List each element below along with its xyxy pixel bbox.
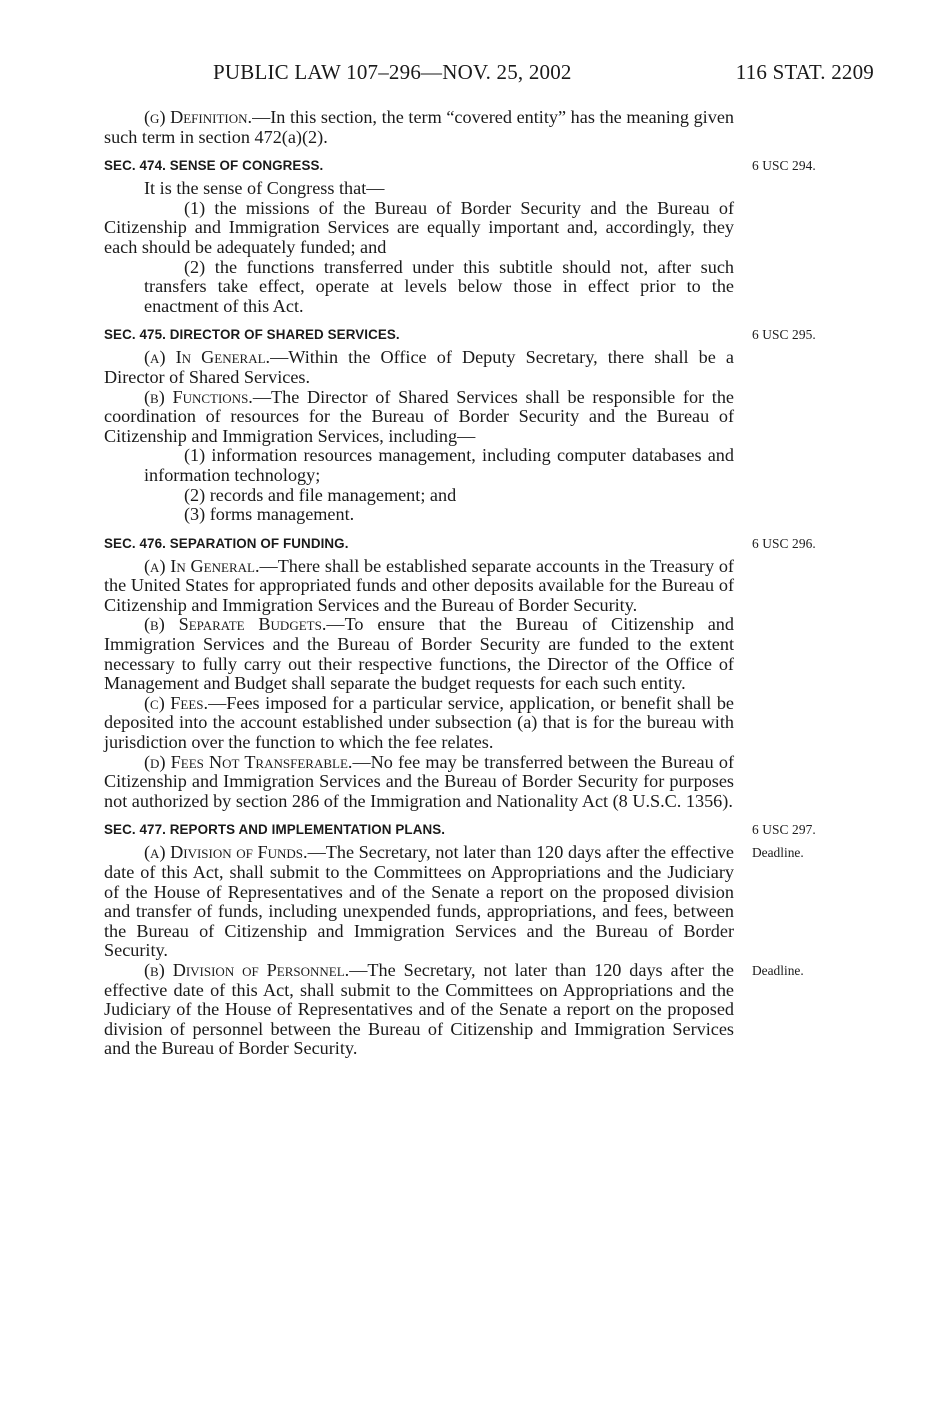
subsection-label: (c) Fees. (144, 692, 209, 713)
margin-citation: 6 USC 297. (752, 822, 816, 838)
subsection-block (104, 842, 804, 961)
section-title: SEC. 477. REPORTS AND IMPLEMENTATION PLANS. (104, 822, 446, 838)
subsection-text: —To ensure that the Bureau of Citizenship and Immigration Services and the Bureau of Border Security are funded to the extent necessary to fully carry out their respective functions, the Director of the Office of Management and Budget shall separate the budget requests for each such entity. (104, 614, 734, 694)
subsection-label: (b) Division of Personnel. (144, 959, 350, 980)
list-item: (3) forms management. (184, 504, 355, 525)
section-heading-477 (104, 822, 816, 838)
subsection-block (104, 959, 804, 1059)
deadline-note: Deadline. (752, 962, 804, 978)
section-title: SEC. 475. DIRECTOR OF SHARED SERVICES. (104, 327, 400, 343)
subsection-paragraph (104, 388, 734, 447)
section-heading-475 (104, 327, 816, 343)
margin-citation: 6 USC 295. (752, 327, 816, 343)
subsection-text: —The Secretary, not later than 120 days after the effective date of this Act, shall submit to the Committees on Appropriations and the Judiciary of the House of Representatives and of the Senate a report on the proposed division of personnel between the Bureau of Citizenship and Immigration Services and the Bureau of Border Security. (104, 959, 734, 1059)
definition-paragraph (104, 108, 734, 147)
subsection-text: —There shall be established separate accounts in the Treasury of the United States for appropriated funds and other deposits available for the Bureau of Citizenship and Immigration Services and the Bureau of Border Security. (104, 555, 734, 615)
subsection-paragraph (104, 961, 734, 1059)
subsection-paragraph (104, 348, 734, 387)
margin-citation: 6 USC 294. (752, 158, 816, 174)
section-title: SEC. 476. SEPARATION OF FUNDING. (104, 535, 349, 551)
subsection-paragraph (104, 843, 734, 961)
subsection-label: (g) Definition. (144, 107, 253, 127)
subsection-text: —No fee may be transferred between the Bureau of Citizenship and Immigration Services and the Bureau of Border Security for purposes not authorized by section 286 of the Immigration and Nationality Act (8 U.S.C. 1356). (104, 751, 734, 811)
subsection-paragraph (104, 615, 734, 693)
document-body (104, 107, 816, 1059)
paragraph: It is the sense of Congress that— (144, 178, 385, 199)
subsection-label: (d) Fees Not Transferable. (144, 751, 353, 772)
subsection-label: (b) Functions. (144, 386, 253, 407)
subsection-paragraph (104, 557, 734, 616)
public-law-citation: PUBLIC LAW 107–296—NOV. 25, 2002 (213, 60, 572, 84)
deadline-note: Deadline. (752, 845, 804, 861)
subsection-text: —The Secretary, not later than 120 days after the effective date of this Act, shall submit to the Committees on Appropriations and the Judiciary of the House of Representatives and of the Senate a report on the proposed division and transfer of funds, including unexpended funds, appropriations, and fees, between the Bureau of Citizenship and Immigration Services and the Bureau of Border Security. (104, 842, 734, 961)
subsection-text: —The Director of Shared Services shall be responsible for the coordination of resources for the Bureau of Border Security and the Bureau of Citizenship and Immigration Services, including— (104, 386, 734, 446)
subsection-text: —Within the Office of Deputy Secretary, there shall be a Director of Shared Services. (104, 347, 734, 387)
subsection-label: (a) Division of Funds. (144, 842, 308, 863)
section-title: SEC. 474. SENSE OF CONGRESS. (104, 158, 324, 174)
subsection-text: —In this section, the term “covered entity” has the meaning given such term in section 472(a)(2). (104, 107, 734, 147)
subsection-text: —Fees imposed for a particular service, application, or benefit shall be deposited into the account established under subsection (a) that is for the bureau with jurisdiction over the function to which the fee relates. (104, 692, 734, 753)
list-item: (1) the missions of the Bureau of Border Security and the Bureau of Citizenship and Immigration Services are equally important and, accordingly, they each should be adequately funded; and (104, 197, 734, 257)
section-heading-474 (104, 158, 816, 174)
list-item: (2) the functions transferred under this subtitle should not, after such transfers take effect, operate at levels below those in effect prior to the enactment of this Act. (144, 256, 734, 316)
section-heading-476 (104, 535, 816, 551)
list-item: (2) records and file management; and (184, 484, 457, 505)
subsection-paragraph (104, 694, 734, 753)
list-item: (1) information resources management, including computer databases and information technology; (144, 445, 734, 485)
margin-citation: 6 USC 296. (752, 535, 816, 551)
statute-page-number: 116 STAT. 2209 (735, 60, 874, 84)
subsection-label: (b) Separate Budgets. (144, 614, 327, 635)
subsection-paragraph (104, 753, 734, 812)
subsection-label: (a) In General. (144, 555, 260, 576)
subsection-label: (a) In General. (144, 347, 271, 368)
